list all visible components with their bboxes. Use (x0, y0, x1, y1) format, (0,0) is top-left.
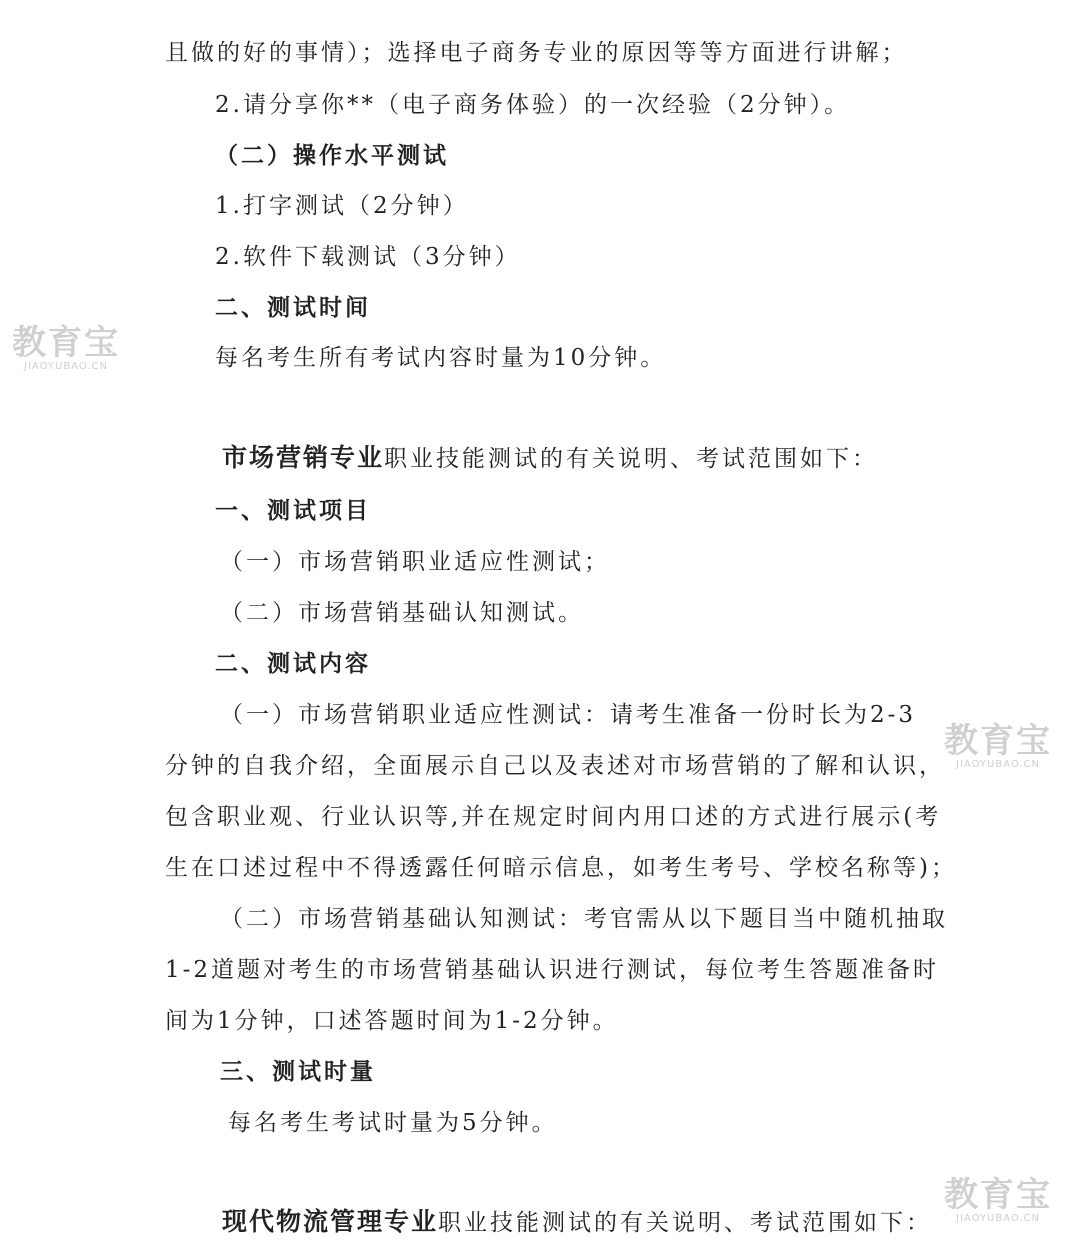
major-intro-text: 职业技能测试的有关说明、考试范围如下： (438, 1210, 933, 1236)
watermark-logo: 教育宝 (944, 721, 1052, 761)
list-item: （一）市场营销职业适应性测试； (220, 549, 610, 575)
major-intro-line (222, 1207, 932, 1238)
paragraph-line: 分钟的自我介绍，全面展示自己以及表述对市场营销的了解和认识， (165, 753, 945, 779)
paragraph-line: （二）市场营销基础认知测试：考官需从以下题目当中随机抽取 (220, 906, 948, 932)
paragraph-line: 间为1分钟，口述答题时间为1-2分钟。 (165, 1008, 619, 1034)
watermark (12, 323, 120, 372)
section-subheading: （二）操作水平测试 (215, 142, 449, 169)
section-heading: 二、测试内容 (215, 650, 371, 677)
watermark-url: JIAOYUBAO.CN (24, 361, 108, 372)
paragraph-line: 每名考生所有考试内容时量为10分钟。 (215, 345, 667, 371)
watermark-url: JIAOYUBAO.CN (956, 759, 1040, 770)
major-title: 市场营销专业 (222, 443, 385, 472)
watermark (944, 1175, 1052, 1224)
major-intro-text: 职业技能测试的有关说明、考试范围如下： (384, 446, 879, 472)
section-heading: 一、测试项目 (215, 497, 371, 524)
paragraph-line: 生在口述过程中不得透露任何暗示信息，如考生考号、学校名称等)； (165, 855, 957, 881)
watermark (944, 721, 1052, 770)
list-item: （二）市场营销基础认知测试。 (220, 600, 584, 626)
paragraph-line: 每名考生考试时量为5分钟。 (228, 1110, 558, 1136)
section-heading: 三、测试时量 (220, 1058, 376, 1085)
list-item: 2.软件下载测试（3分钟） (215, 244, 521, 270)
paragraph-line: （一）市场营销职业适应性测试：请考生准备一份时长为2-3 (220, 702, 917, 728)
paragraph-line: 且做的好的事情）；选择电子商务专业的原因等等方面进行讲解； (165, 40, 908, 66)
list-item: 1.打字测试（2分钟） (215, 193, 469, 219)
watermark-logo: 教育宝 (12, 323, 120, 363)
paragraph-line: 1-2道题对考生的市场营销基础认识进行测试，每位考生答题准备时 (165, 957, 940, 983)
section-heading: 二、测试时间 (215, 294, 371, 321)
watermark-url: JIAOYUBAO.CN (956, 1213, 1040, 1224)
major-title: 现代物流管理专业 (222, 1207, 439, 1236)
paragraph-line: 包含职业观、行业认识等,并在规定时间内用口述的方式进行展示(考 (165, 804, 942, 830)
paragraph-line: 2.请分享你**（电子商务体验）的一次经验（2分钟）。 (215, 92, 851, 118)
watermark-logo: 教育宝 (944, 1175, 1052, 1215)
major-intro-line (222, 443, 878, 474)
